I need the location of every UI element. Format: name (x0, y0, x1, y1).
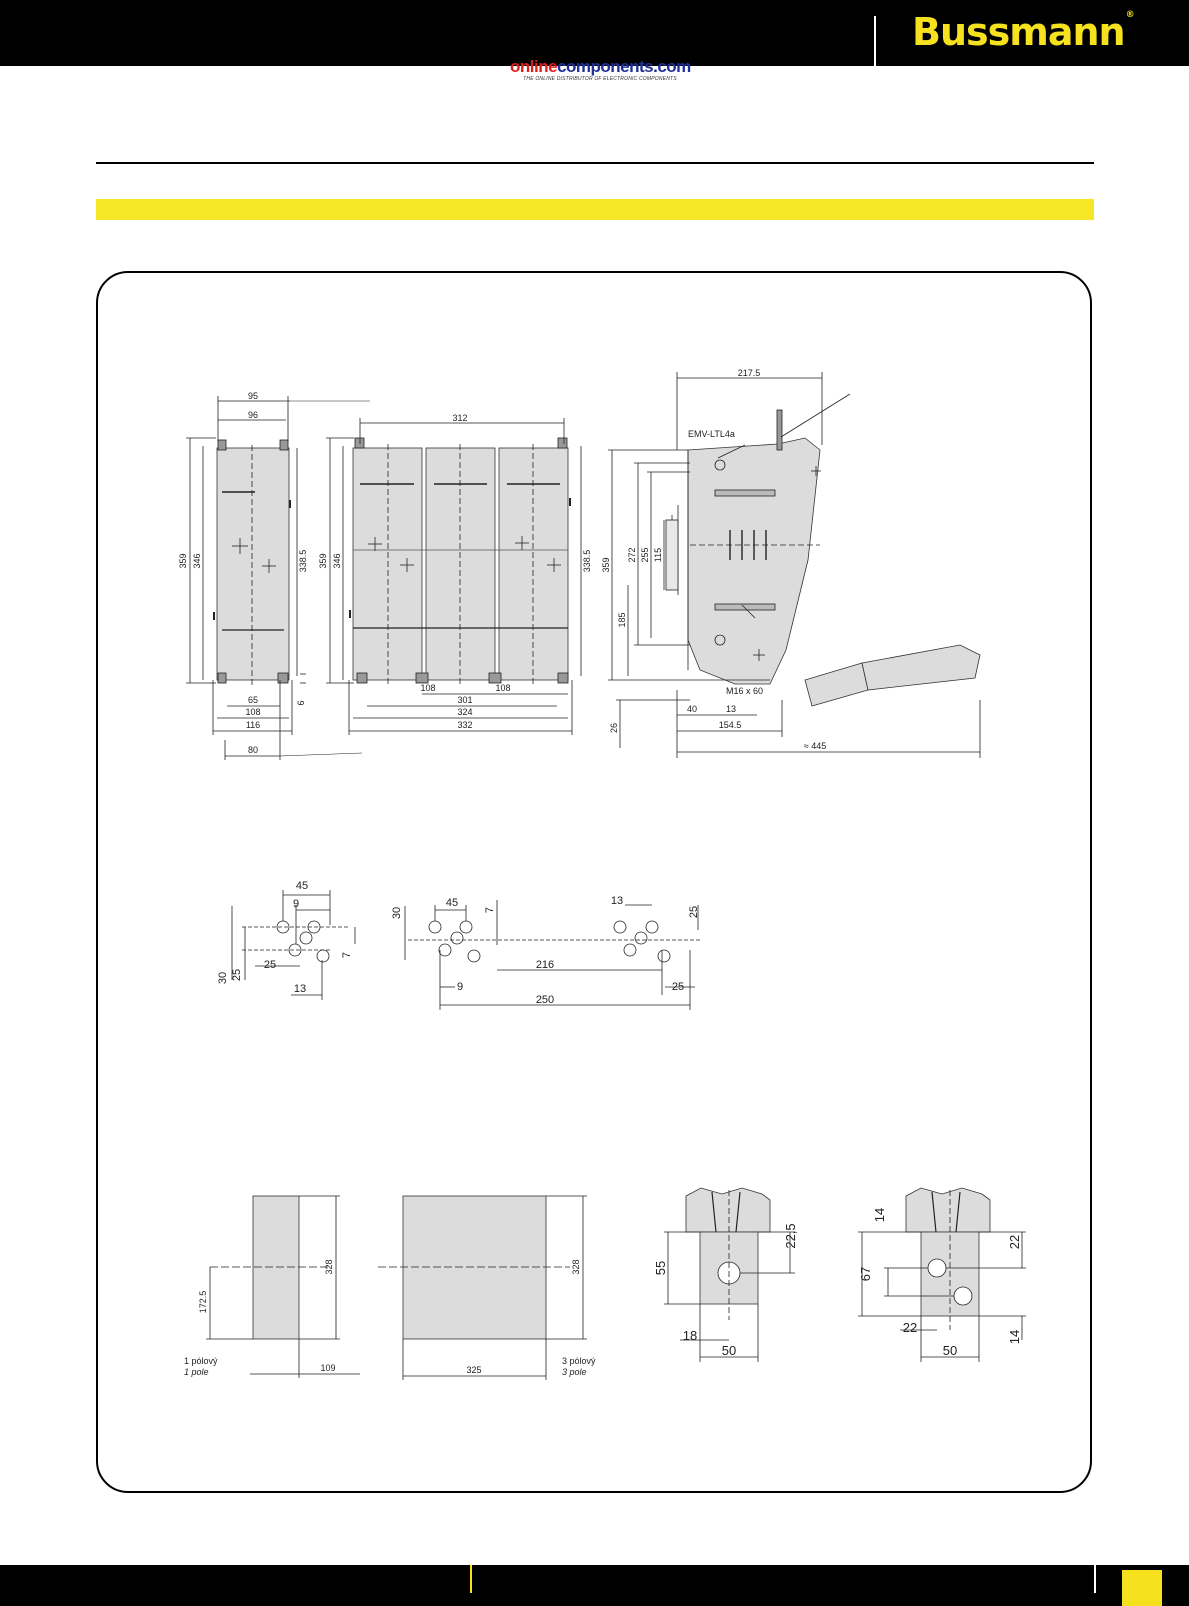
distributor-tagline: THE ONLINE DISTRIBUTOR OF ELECTRONIC COMPONENTS (523, 76, 677, 82)
side-view (601, 368, 980, 758)
dim-drill1-25b: 25 (263, 959, 277, 971)
dim-side-h4: 115 (653, 547, 663, 563)
dim-side-h5: 185 (617, 612, 627, 628)
caption-cut3-cz: 3 pólový (562, 1356, 596, 1366)
dim-front3-b1: 301 (457, 695, 473, 705)
dim-drill1-9: 9 (292, 898, 300, 910)
dim-cut1-w: 109 (320, 1363, 336, 1373)
dim-side-b1: 40 (686, 704, 698, 714)
dim-drill1-45: 45 (295, 880, 309, 892)
dim-term1-22-5: 22,5 (783, 1223, 798, 1249)
dim-side-h3: 255 (640, 547, 650, 563)
dim-drill3-25b: 25 (671, 981, 685, 993)
dim-term2-50: 50 (942, 1343, 958, 1358)
dim-side-h2: 272 (627, 547, 637, 563)
dim-front3-top: 312 (452, 413, 468, 423)
drilling-pattern-3-pole (391, 895, 700, 1010)
dim-term2-67: 67 (858, 1266, 873, 1282)
dim-side-b4: ≈ 445 (803, 741, 827, 751)
dim-front1-b2: 108 (245, 707, 261, 717)
dim-drill3-9: 9 (456, 981, 464, 993)
dim-cut3-h: 328 (571, 1259, 581, 1275)
dim-term2-14a: 14 (872, 1207, 887, 1223)
dim-drill1-30: 30 (217, 971, 229, 985)
terminal-detail-b (858, 1188, 1026, 1362)
dim-front3-p2: 108 (495, 683, 511, 693)
dim-term1-55: 55 (653, 1260, 668, 1276)
label-m16x60: M16 x 60 (726, 686, 764, 696)
dim-cut1-h: 328 (324, 1259, 334, 1275)
bottom-bar-separator-left (470, 1565, 472, 1593)
dim-side-left: 26 (609, 722, 619, 734)
dim-front3-b3: 332 (457, 720, 473, 730)
panel-cutout-1-pole (184, 1196, 360, 1378)
dim-front1-b4: 80 (247, 745, 259, 755)
dim-front1-b3: 116 (245, 720, 261, 730)
dim-drill1-13: 13 (293, 983, 307, 995)
dim-front3-b2: 324 (457, 707, 473, 717)
caption-cut1-en: 1 pole (184, 1367, 209, 1377)
dim-drill1-7: 7 (341, 951, 353, 959)
bottom-bar-separator-right (1094, 1565, 1096, 1593)
dim-side-top: 217.5 (737, 368, 761, 378)
dim-side-h1: 359 (601, 557, 611, 573)
dim-drill3-250: 250 (535, 994, 555, 1006)
dim-front1-h3: 338.5 (298, 549, 308, 573)
panel-cutout-3-pole (378, 1196, 596, 1380)
dim-drill3-30: 30 (391, 906, 403, 920)
caption-cut1-cz: 1 pólový (184, 1356, 218, 1366)
dim-front1-h1: 359 (178, 553, 188, 569)
dim-drill3-216: 216 (535, 959, 555, 971)
dim-front1-h2: 346 (192, 553, 202, 569)
dim-front1-side: 6 (296, 700, 306, 706)
distributor-name-blue: components.com (557, 57, 691, 76)
dim-front1-b1: 65 (247, 695, 259, 705)
front1-body (217, 448, 289, 680)
front-view-3-pole (318, 413, 592, 735)
dim-cut1-hc: 172.5 (198, 1290, 208, 1314)
dim-term1-18: 18 (682, 1328, 698, 1343)
dim-drill3-7: 7 (484, 906, 496, 914)
dim-front1-top2: 96 (247, 410, 259, 420)
dim-drill3-25a: 25 (688, 905, 700, 919)
dim-term1-50: 50 (721, 1343, 737, 1358)
dim-side-b2: 13 (725, 704, 737, 714)
dim-term2-14b: 14 (1007, 1329, 1022, 1345)
dim-cut3-w: 325 (466, 1365, 482, 1375)
terminal-detail-a (653, 1188, 798, 1362)
dim-term2-22b: 22 (902, 1320, 918, 1335)
dim-drill3-13: 13 (610, 895, 624, 907)
front-view-1-pole (178, 391, 370, 760)
caption-cut3-en: 3 pole (562, 1367, 587, 1377)
dim-drill1-25a: 25 (231, 968, 243, 982)
dim-front1-top1: 95 (247, 391, 259, 401)
dim-term2-22a: 22 (1007, 1234, 1022, 1250)
distributor-name-red: online (510, 57, 558, 76)
label-emv-ltl4a: EMV-LTL4a (688, 429, 735, 439)
dim-front3-h1: 359 (318, 553, 328, 569)
bottom-bar (0, 1565, 1189, 1606)
dim-front3-p1: 108 (420, 683, 436, 693)
dim-front3-h2: 346 (332, 553, 342, 569)
drilling-pattern-1-pole (217, 880, 355, 1000)
dim-drill3-45: 45 (445, 897, 459, 909)
dim-front3-h3: 338.5 (582, 549, 592, 573)
dim-side-b3: 154.5 (718, 720, 742, 730)
page-number-box (1122, 1570, 1162, 1606)
brand-name: Bussmann (912, 10, 1125, 54)
brand-mark: ® (1125, 10, 1134, 20)
